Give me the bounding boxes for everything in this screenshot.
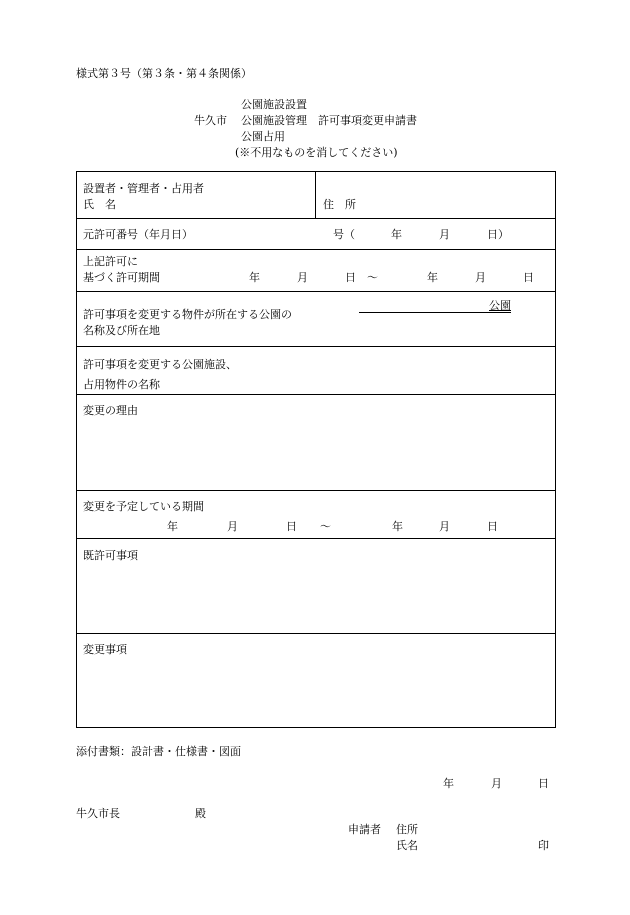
existing-permit-label: 既許可事項 [83,549,138,562]
applicant-address-label: 住所 [396,823,418,836]
row-divider [77,218,555,219]
planned-start-year: 年 [167,520,178,533]
row-divider [77,346,555,347]
title-line2: 公園施設管理 許可事項変更申請書 [241,114,417,127]
period-end-month: 月 [475,271,486,284]
park-location-label-line2: 名称及び所在地 [83,324,160,337]
row-divider [77,394,555,395]
row-divider [77,249,555,250]
title-line1: 公園施設設置 [241,98,307,111]
address-label: 住 所 [323,198,356,211]
title-city: 牛久市 [194,114,227,127]
permit-period-label-line2: 基づく許可期間 [83,271,160,284]
row-divider [77,291,555,292]
permit-month-label: 月 [439,228,450,241]
permit-day-label: 日） [487,228,509,241]
period-end-day: 日 [523,271,534,284]
planned-period-label: 変更を予定している期間 [83,500,204,513]
planned-end-year: 年 [392,520,403,533]
planned-start-month: 月 [227,520,238,533]
period-start-month: 月 [297,271,308,284]
row-divider [77,538,555,539]
honorific: 殿 [195,807,206,820]
period-end-year: 年 [427,271,438,284]
date-year: 年 [443,777,454,790]
name-label: 氏 名 [83,198,116,211]
park-location-label-line1: 許可事項を変更する物件が所在する公園の [83,308,292,321]
period-start-day: 日 [345,271,356,284]
row-divider [77,633,555,634]
permit-period-label-line1: 上記許可に [83,255,138,268]
title-line3: 公園占用 [241,130,285,143]
planned-end-day: 日 [487,520,498,533]
applicant-name-label: 氏名 [396,839,418,852]
row-divider [77,490,555,491]
title-note: (※不用なものを消してください) [235,146,398,159]
planned-start-day: 日 [286,520,297,533]
change-reason-label: 変更の理由 [83,404,138,417]
change-items-label: 変更事項 [83,643,127,656]
period-start-year: 年 [249,271,260,284]
addressee: 牛久市長 [76,807,120,820]
original-permit-number-label: 元許可番号（年月日） [83,228,193,241]
planned-end-month: 月 [439,520,450,533]
column-divider [315,172,316,218]
permit-go-label: 号（ [333,228,355,241]
date-day: 日 [538,777,549,790]
attachments-label: 添付書類：設計書・仕様書・図面 [76,745,241,758]
facility-name-label-line2: 占用物件の名称 [83,378,160,391]
seal-mark: 印 [538,839,549,852]
permit-year-label: 年 [391,228,402,241]
application-form-table [76,171,556,728]
park-suffix: 公園 [489,299,511,312]
form-number: 様式第３号（第３条・第４条関係） [76,67,252,80]
applicant-label: 申請者 [348,823,381,836]
facility-name-label-line1: 許可事項を変更する公園施設、 [83,358,237,371]
applicant-type-label: 設置者・管理者・占用者 [83,182,204,195]
planned-tilde: ～ [320,520,331,533]
period-tilde: ～ [367,271,378,284]
date-month: 月 [491,777,502,790]
